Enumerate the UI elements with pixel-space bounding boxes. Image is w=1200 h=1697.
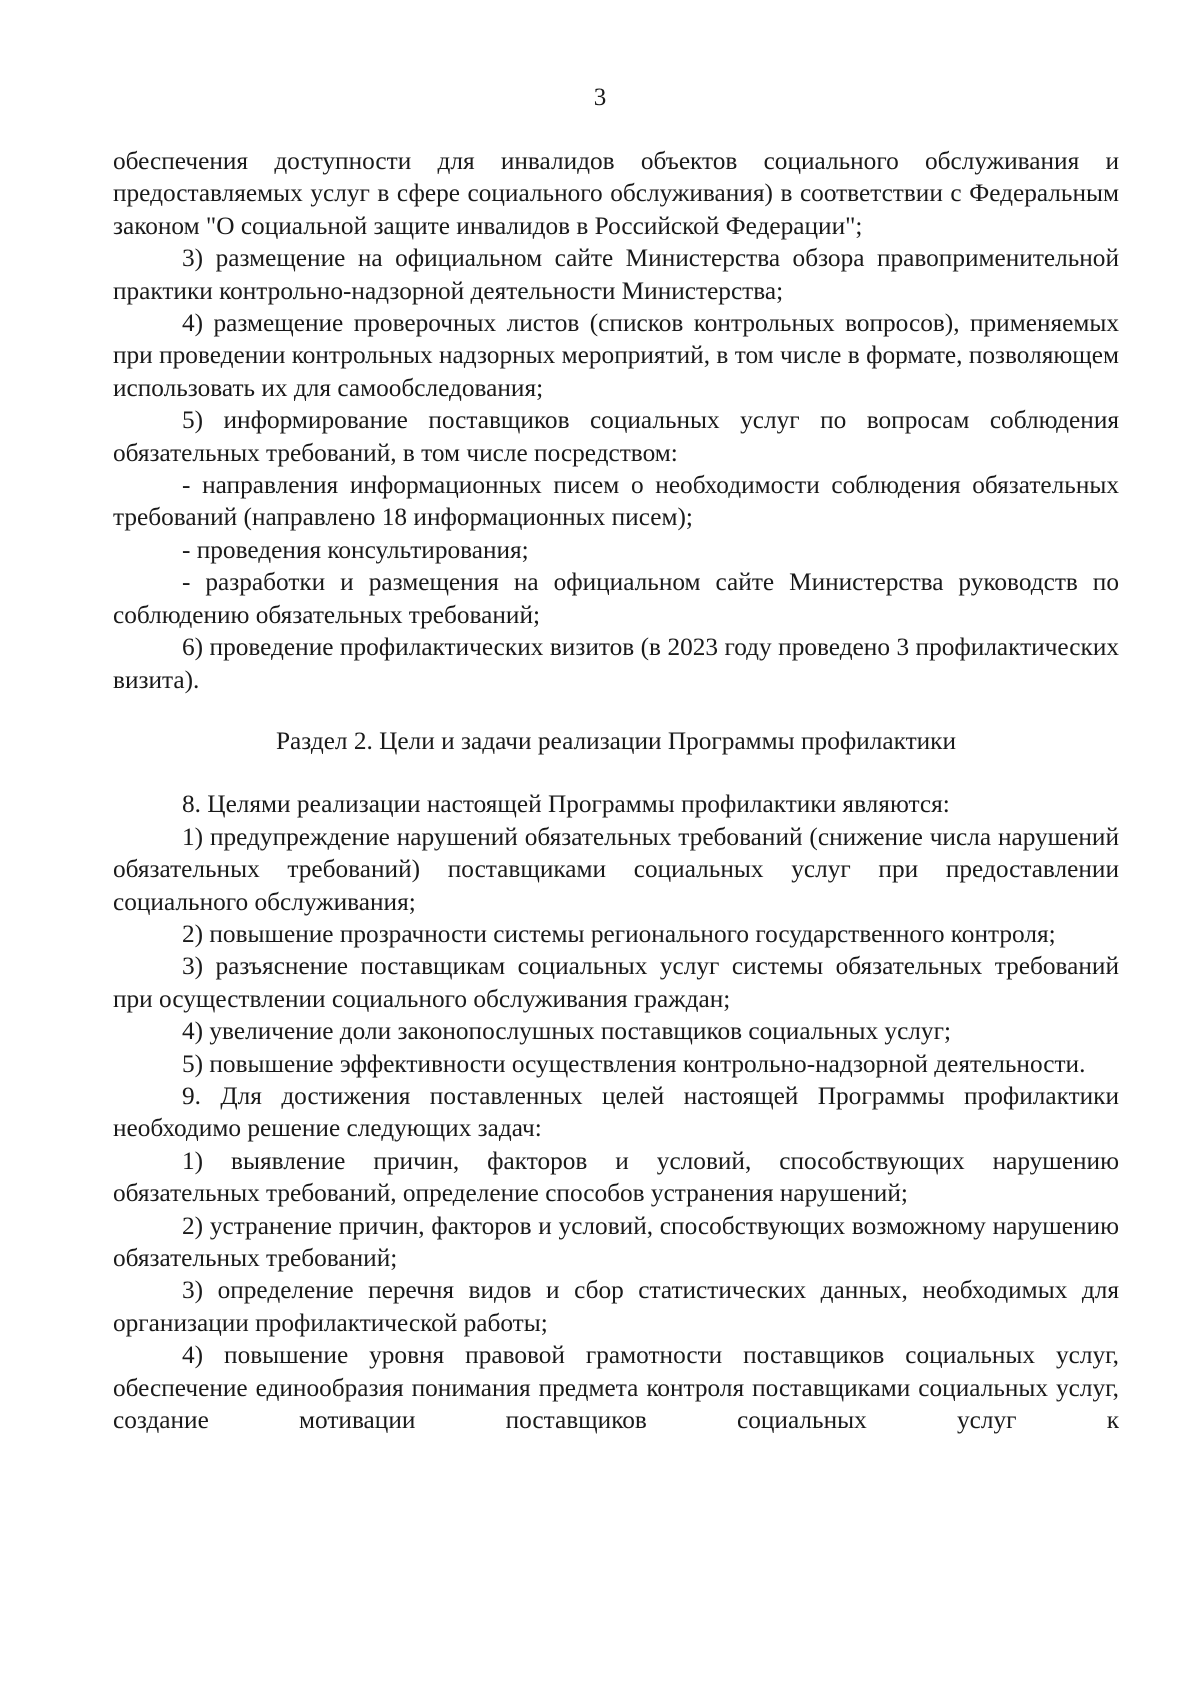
list-item: 4) размещение проверочных листов (списков контрольных вопросов), применяемых при проведении контрольных надзорных мероприятий, в том числе в формате, позволяющем использовать их для самообследования; [113, 309, 1119, 402]
paragraph-continuation: обеспечения доступности для инвалидов объектов социального обслуживания и предоставляемых услуг в сфере социального обслуживания) в соответствии с Федеральным законом "О социальной защите инвалидов в Российской Федерации"; [113, 147, 1119, 240]
paragraph: 8. Целями реализации настоящей Программы профилактики являются: [182, 790, 950, 819]
document-body [113, 145, 1119, 1436]
list-item: 6) проведение профилактических визитов (в 2023 году проведено 3 профилактических визита). [113, 633, 1119, 694]
list-item: 2) устранение причин, факторов и условий, способствующих возможному нарушению обязательных требований; [113, 1211, 1119, 1272]
paragraph: 9. Для достижения поставленных целей настоящей Программы профилактики необходимо решение следующих задач: [113, 1081, 1119, 1143]
list-item: - проведения консультирования; [182, 535, 529, 564]
page-number: 3 [593, 84, 607, 111]
list-item: 4) увеличение доли законопослушных поставщиков социальных услуг; [182, 1017, 951, 1046]
list-item: 3) определение перечня видов и сбор статистических данных, необходимых для организации профилактической работы; [113, 1276, 1119, 1337]
section-heading: Раздел 2. Цели и задачи реализации Программы профилактики [275, 726, 956, 755]
list-item: 4) повышение уровня правовой грамотности поставщиков социальных услуг, обеспечение единообразия понимания предмета контроля поставщиками социальных услуг, создание мотивации поставщиков социальных услуг к [113, 1341, 1119, 1435]
list-item: 5) повышение эффективности осуществления контрольно-надзорной деятельности. [182, 1049, 1086, 1078]
list-item: 3) разъяснение поставщикам социальных услуг системы обязательных требований при осуществлении социального обслуживания граждан; [113, 952, 1119, 1013]
list-item: 3) размещение на официальном сайте Министерства обзора правоприменительной практики контрольно-надзорной деятельности Министерства; [113, 244, 1119, 305]
list-item: 2) повышение прозрачности системы регионального государственного контроля; [182, 919, 1056, 948]
list-item: - разработки и размещения на официальном сайте Министерства руководств по соблюдению обязательных требований; [113, 568, 1119, 629]
list-item: 1) выявление причин, факторов и условий, способствующих нарушению обязательных требований, определение способов устранения нарушений; [113, 1146, 1119, 1208]
list-item: 1) предупреждение нарушений обязательных требований (снижение числа нарушений обязательных требований) поставщиками социальных услуг при предоставлении социального обслуживания; [113, 822, 1119, 916]
list-item: 5) информирование поставщиков социальных услуг по вопросам соблюдения обязательных требований, в том числе посредством: [113, 406, 1119, 467]
list-item: - направления информационных писем о необходимости соблюдения обязательных требований (направлено 18 информационных писем); [113, 471, 1119, 532]
